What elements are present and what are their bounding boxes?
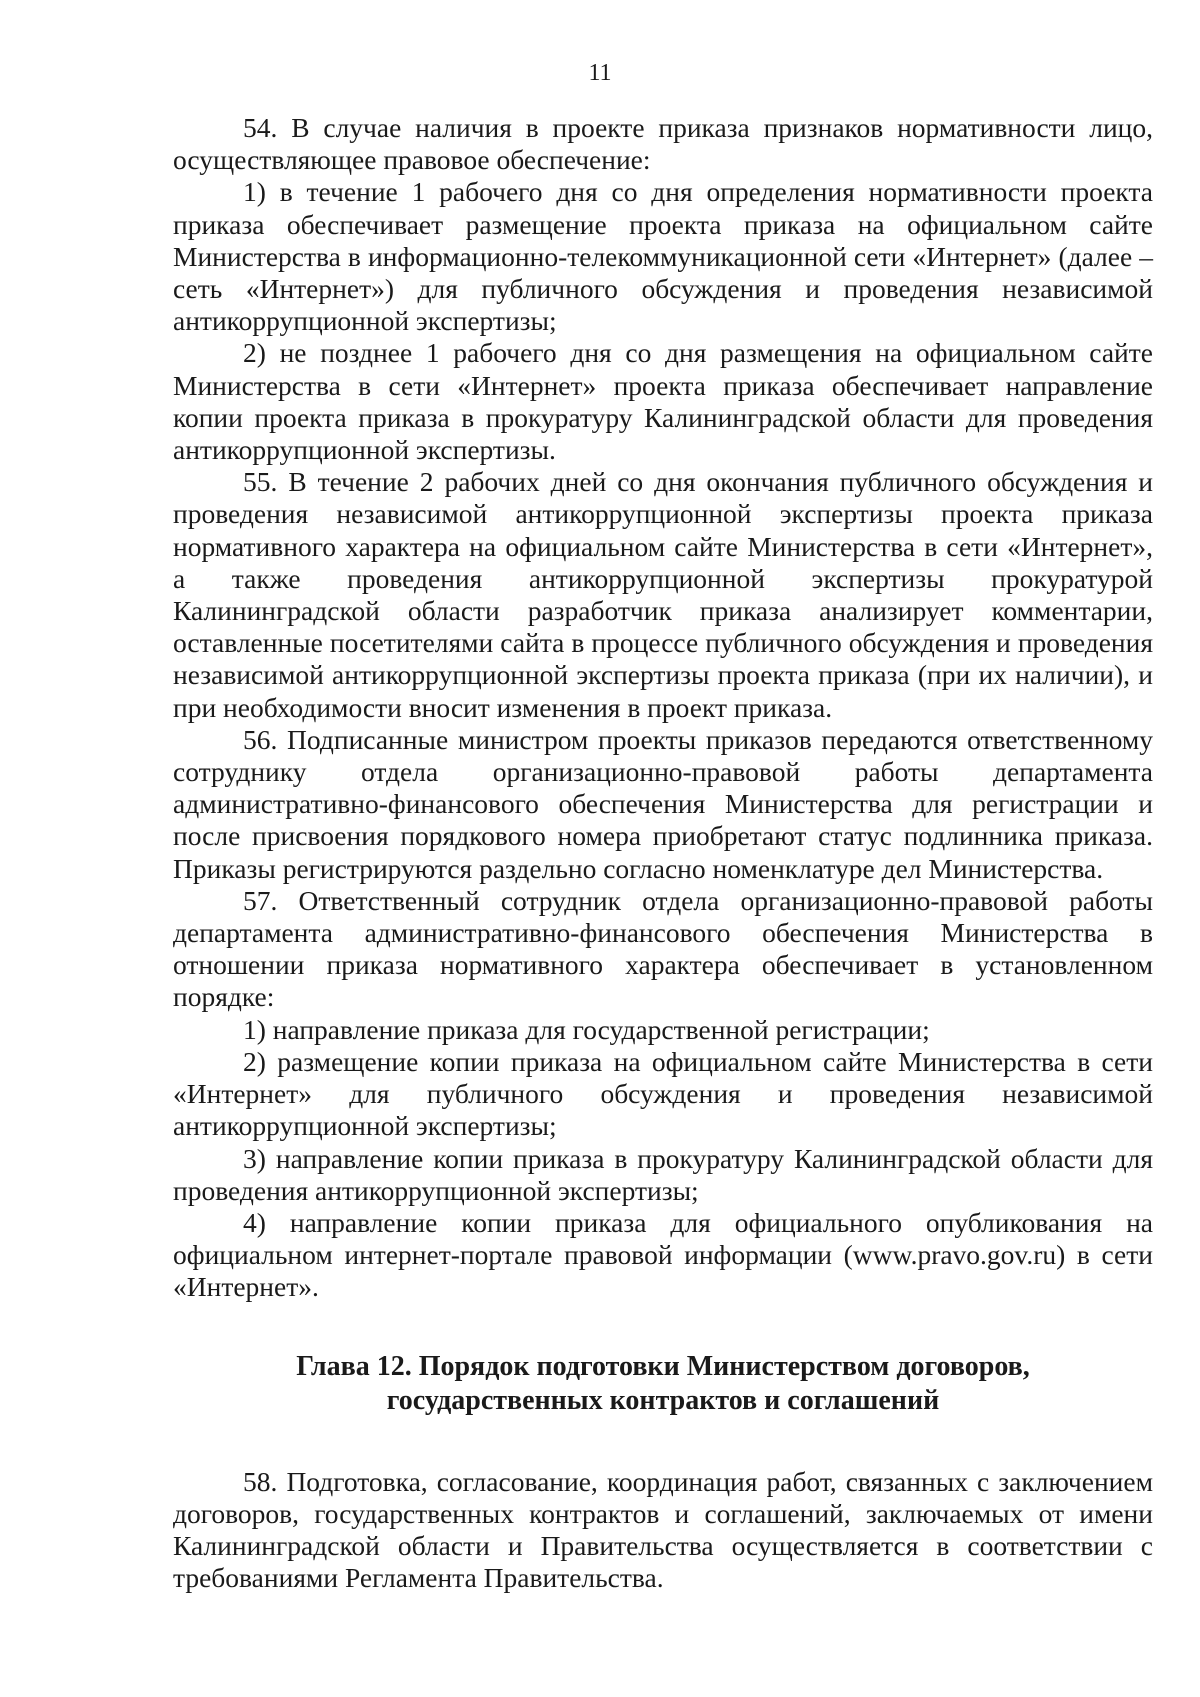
paragraph-57-item-2: 2) размещение копии приказа на официальном сайте Министерства в сети «Интернет» для публичного обсуждения и проведения независимой антикоррупционной экспертизы; — [173, 1045, 1153, 1142]
page-number: 11 — [588, 60, 612, 86]
paragraph-58: 58. Подготовка, согласование, координация работ, связанных с заключением договоров, государственных контрактов и соглашений, заключаемых от имени Калининградской области и Правительства осуществляется в соответствии с требованиями Регламента Правительства. — [173, 1465, 1153, 1594]
paragraph-57-item-4: 4) направление копии приказа для официального опубликования на официальном интернет-портале правовой информации (www.pravo.gov.ru) в сети «Интернет». — [173, 1206, 1153, 1303]
chapter-heading — [173, 1350, 1153, 1418]
paragraph-57-item-3: 3) направление копии приказа в прокуратуру Калининградской области для проведения антикоррупционной экспертизы; — [173, 1142, 1153, 1206]
paragraph-57-intro: 57. Ответственный сотрудник отдела организационно-правовой работы департамента административно-финансового обеспечения Министерства в отношении приказа нормативного характера обеспечивает в установленном порядке: — [173, 884, 1153, 1013]
paragraph-54-intro: 54. В случае наличия в проекте приказа признаков нормативности лицо, осуществляющее правовое обеспечение: — [173, 112, 1153, 176]
paragraph-55: 55. В течение 2 рабочих дней со дня окончания публичного обсуждения и проведения независимой антикоррупционной экспертизы проекта приказа нормативного характера на официальном сайте Министерства в сети «Интернет», а также проведения антикоррупционной экспертизы прокуратурой Калининградской области разработчик приказа анализирует комментарии, оставленные посетителями сайта в процессе публичного обсуждения и проведения независимой антикоррупционной экспертизы проекта приказа (при их наличии), и при необходимости вносит изменения в проект приказа. — [173, 466, 1153, 723]
paragraph-54-item-2: 2) не позднее 1 рабочего дня со дня размещения на официальном сайте Министерства в сети «Интернет» проекта приказа обеспечивает направление копии проекта приказа в прокуратуру Калининградской области для проведения антикоррупционной экспертизы. — [173, 337, 1153, 466]
chapter-heading-line-2: государственных контрактов и соглашений — [386, 1384, 940, 1416]
paragraph-57-item-1: 1) направление приказа для государственной регистрации; — [243, 1013, 930, 1045]
chapter-heading-line-1: Глава 12. Порядок подготовки Министерством договоров, — [296, 1350, 1030, 1382]
paragraph-56: 56. Подписанные министром проекты приказов передаются ответственному сотруднику отдела организационно-правовой работы департамента административно-финансового обеспечения Министерства для регистрации и после присвоения порядкового номера приобретают статус подлинника приказа. Приказы регистрируются раздельно согласно номенклатуре дел Министерства. — [173, 723, 1153, 884]
paragraph-54-item-1: 1) в течение 1 рабочего дня со дня определения нормативности проекта приказа обеспечивает размещение проекта приказа на официальном сайте Министерства в информационно-телекоммуникационной сети «Интернет» (далее – сеть «Интернет») для публичного обсуждения и проведения независимой антикоррупционной экспертизы; — [173, 176, 1153, 337]
document-body — [173, 112, 1153, 1594]
